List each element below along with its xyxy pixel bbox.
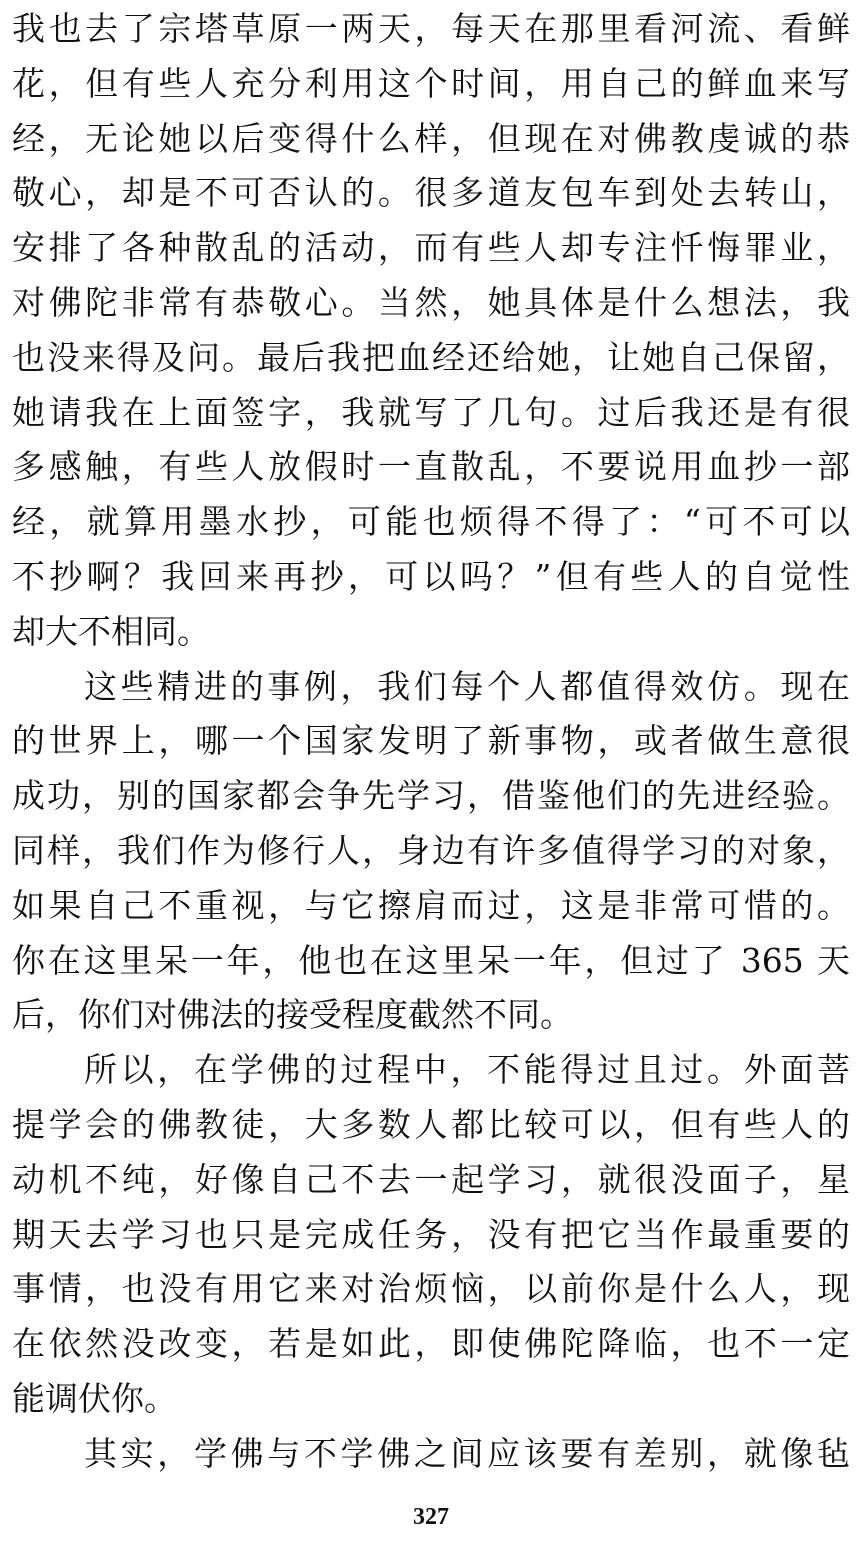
text-line: 我也去了宗塔草原一两天，每天在那里看河流、看鲜: [12, 9, 850, 48]
page-number: 327: [413, 1504, 449, 1530]
text-line: 不抄啊？我回来再抄，可以吗？”但有些人的自觉性: [12, 556, 850, 596]
text-line: 其实，学佛与不学佛之间应该要有差别，就像毡: [84, 1433, 850, 1473]
text-line: 提学会的佛教徒，大多数人都比较可以，但有些人的: [12, 1104, 850, 1144]
text-line: 动机不纯，好像自己不去一起学习，就很没面子，星: [12, 1159, 850, 1199]
text-line: 如果自己不重视，与它擦肩而过，这是非常可惜的。: [12, 885, 850, 925]
text-line: 花，但有些人充分利用这个时间，用自己的鲜血来写: [12, 63, 850, 103]
text-line: 事情，也没有用它来对治烦恼，以前你是什么人，现: [12, 1269, 850, 1309]
text-line: 敬心，却是不可否认的。很多道友包车到处去转山，: [12, 173, 850, 213]
text-line: 她请我在上面签字，我就写了几句。过后我还是有很: [12, 392, 850, 432]
text-line: 所以，在学佛的过程中，不能得过且过。外面菩: [84, 1050, 850, 1090]
text-line: 经，无论她以后变得什么样，但现在对佛教虔诚的恭: [12, 118, 850, 158]
text-line: 的世界上，哪一个国家发明了新事物，或者做生意很: [12, 721, 850, 761]
text-line: 对佛陀非常有恭敬心。当然，她具体是什么想法，我: [12, 282, 850, 322]
text-line: 多感触，有些人放假时一直散乱，不要说用血抄一部: [12, 447, 850, 487]
text-line: 同样，我们作为修行人，身边有许多值得学习的对象，: [12, 830, 850, 870]
text-line: 经，就算用墨水抄，可能也烦得不得了：“可不可以: [12, 502, 850, 542]
text-line: 这些精进的事例，我们每个人都值得效仿。现在: [84, 666, 850, 706]
text-line: 后，你们对佛法的接受程度截然不同。: [12, 995, 573, 1035]
body-text: [12, 2, 850, 1482]
text-line: 成功，别的国家都会争先学习，借鉴他们的先进经验。: [12, 776, 850, 816]
text-line: 在依然没改变，若是如此，即使佛陀降临，也不一定: [12, 1324, 850, 1364]
text-line: 能调伏你。: [12, 1378, 177, 1418]
text-line: 却大不相同。: [12, 611, 210, 651]
text-line: 你在这里呆一年，他也在这里呆一年，但过了 365 天: [12, 940, 850, 980]
text-line: 安排了各种散乱的活动，而有些人却专注忏悔罪业，: [12, 228, 850, 268]
text-line: 期天去学习也只是完成任务，没有把它当作最重要的: [12, 1214, 850, 1254]
text-line: 也没来得及问。最后我把血经还给她，让她自己保留，: [12, 337, 850, 377]
